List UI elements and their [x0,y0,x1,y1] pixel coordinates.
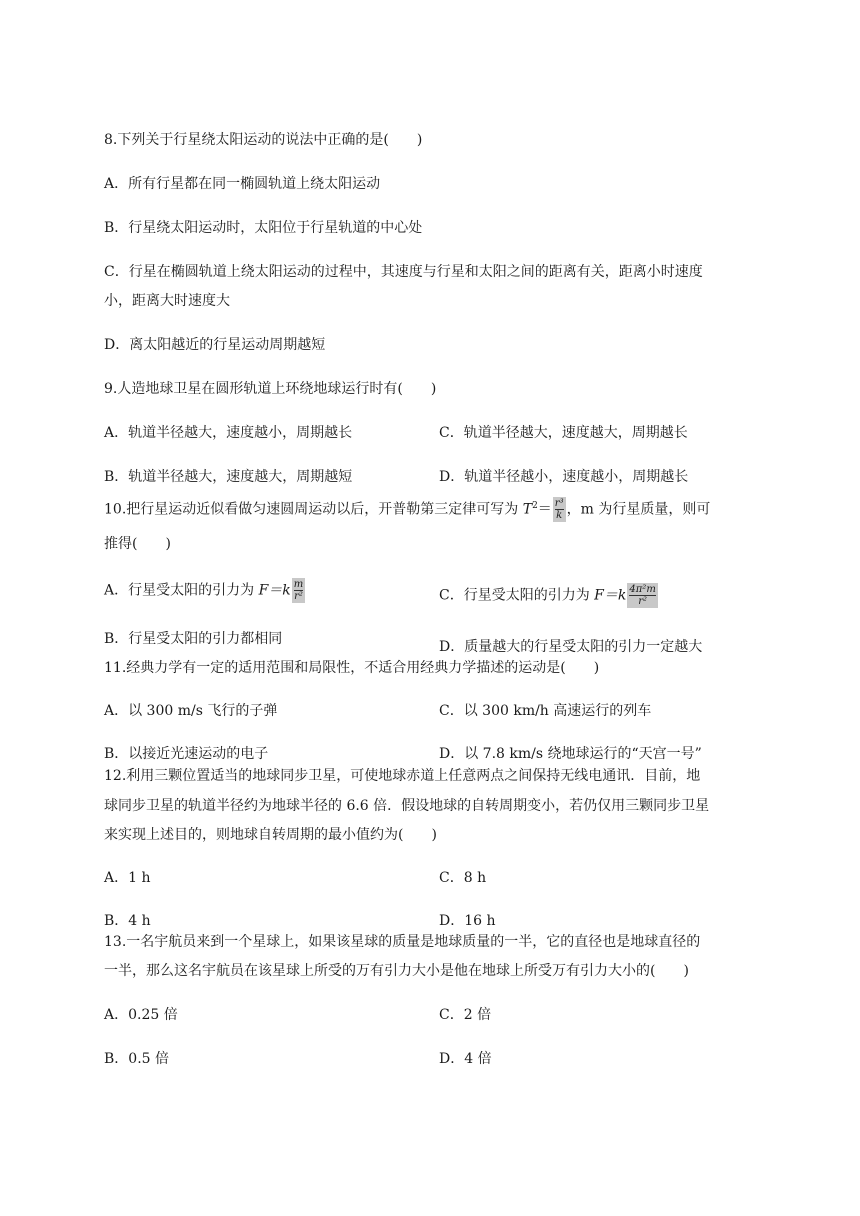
question-13-option-b: B．0.5 倍 [104,1051,170,1067]
question-9-option-a: A．轨道半径越大，速度越小，周期越长 [104,425,353,441]
fraction-numerator: r³ [554,498,564,510]
question-11-option-a: A．以 300 m/s 飞行的子弹 [104,703,278,719]
question-11-option-b: B．以接近光速运动的电子 [104,746,269,762]
exponent: 2 [532,501,538,511]
question-12-stem-line1: 12.利用三颗位置适当的地球同步卫星，可使地球赤道上任意两点之间保持无线电通讯．目前，地 [104,768,701,784]
question-12-option-a: A．1 h [104,870,151,886]
option-a-fraction [292,578,305,603]
question-11-option-c: C．以 300 km/h 高速运行的列车 [439,703,652,719]
question-12-stem-line3: 来实现上述目的，则地球自转周期的最小值约为( ) [104,827,437,843]
question-11-option-d: D．以 7.8 km/s 绕地球运行的“天宫一号” [439,746,702,762]
fraction-numerator: m [293,579,304,590]
fraction-denominator: k [556,510,563,522]
question-8-option-c-line1: C．行星在椭圆轨道上绕太阳运动的过程中，其速度与行星和太阳之间的距离有关，距离小时速度 [104,264,703,280]
question-8-option-c-line2: 小，距离大时速度大 [104,293,230,309]
question-10-stem-line2: 推得( ) [104,536,171,552]
question-9-stem: 9.人造地球卫星在圆形轨道上环绕地球运行时有( ) [104,381,437,397]
question-13-option-d: D．4 倍 [439,1051,492,1067]
question-10-option-b: B．行星受太阳的引力都相同 [104,631,283,647]
question-9-option-c: C．轨道半径越大，速度越大，周期越长 [439,425,688,441]
fraction-denominator: r² [638,596,647,607]
force-formula: F＝k [258,582,291,599]
question-12-option-c: C．8 h [439,870,487,886]
question-13-stem-line1: 13.一名宇航员来到一个星球上，如果该星球的质量是地球质量的一半，它的直径也是地球直径的 [104,934,701,950]
question-12-option-d: D．16 h [439,913,496,929]
question-10-option-c [439,583,659,608]
option-a-text: A．行星受太阳的引力为 [104,582,259,599]
question-8-option-d: D．离太阳越近的行星运动周期越短 [104,337,326,353]
question-11-stem: 11.经典力学有一定的适用范围和局限性，不适合用经典力学描述的运动是( ) [104,660,600,676]
period-symbol: T [522,501,533,518]
kepler-fraction [553,497,566,522]
equals-sign: ＝ [537,501,552,518]
question-8-stem: 8.下列关于行星绕太阳运动的说法中正确的是( ) [104,132,423,148]
question-12-stem-line2: 球同步卫星的轨道半径约为地球半径的 6.6 倍．假设地球的自转周期变小，若仍仅用三颗同步卫星 [104,798,710,814]
force-formula: F＝k [594,587,627,604]
question-9-option-b: B．轨道半径越大，速度越大，周期越短 [104,469,353,485]
option-c-fraction [627,583,657,608]
question-8-option-a: A．所有行星都在同一椭圆轨道上绕太阳运动 [104,176,381,192]
question-12-option-b: B．4 h [104,913,151,929]
question-13-stem-line2: 一半，那么这名宇航员在该星球上所受的万有引力大小是他在地球上所受万有引力大小的( ) [104,963,689,979]
option-c-text: C．行星受太阳的引力为 [439,587,595,604]
question-13-option-c: C．2 倍 [439,1007,492,1023]
question-10-option-d: D．质量越大的行星受太阳的引力一定越大 [439,639,703,655]
question-10-option-a [104,578,306,603]
fraction-numerator: 4π²m [629,584,656,595]
question-8-option-b: B．行星绕太阳运动时，太阳位于行星轨道的中心处 [104,220,423,236]
question-10-stem-text: 10.把行星运动近似看做匀速圆周运动以后，开普勒第三定律可写为 [104,501,523,518]
question-9-option-d: D．轨道半径越小，速度越小，周期越长 [439,469,689,485]
question-10-stem [104,494,710,522]
question-13-option-a: A．0.25 倍 [104,1007,178,1023]
fraction-denominator: r² [294,591,303,602]
question-10-stem-tail: ，m 为行星质量，则可 [566,501,711,518]
